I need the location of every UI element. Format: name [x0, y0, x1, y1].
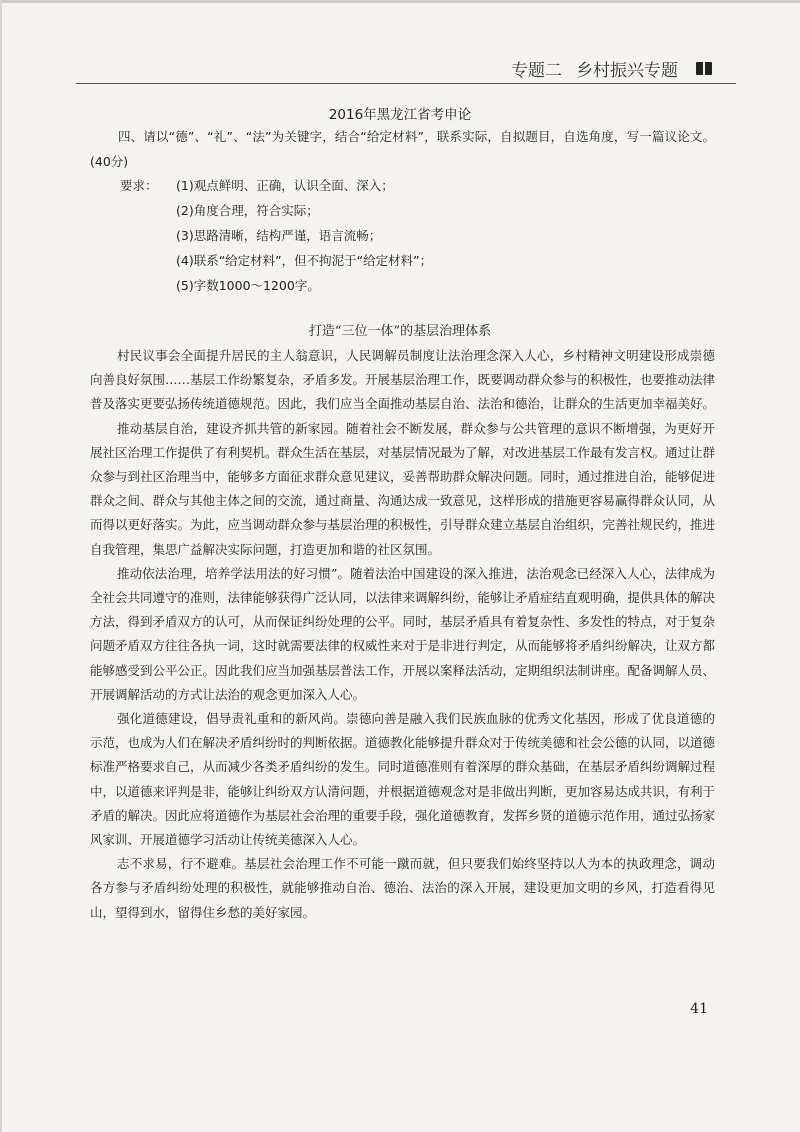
section-label: 专题二 — [511, 61, 562, 81]
essay-paragraph: 村民议事会全面提升居民的主人翁意识，人民调解员制度让法治理念深入人心，乡村精神文明建设形成崇德向善良好氛围……基层工作纷繁复杂，矛盾多发。开展基层治理工作，既要调动群众参与的积极性，也要推动法律普及落实更要弘扬传统道德规范。因此，我们应当全面推动基层自治、法治和德治，让群众的生活更加幸福美好。 — [90, 348, 716, 412]
requirement-item: (3)思路清晰，结构严谨，语言流畅； — [176, 228, 382, 243]
header-rule — [76, 83, 736, 84]
page-edge — [0, 0, 800, 3]
page-edge-left — [0, 0, 2, 1132]
essay-title: 打造“三位一体”的基层治理体系 — [308, 324, 492, 339]
essay-paragraph: 推动基层自治，建设齐抓共管的新家园。随着社会不断发展，群众参与公共管理的意识不断增强，为更好开展社区治理工作提供了有利契机。群众生活在基层，对基层情况最为了解，对改进基层工作最有发言权。通过让群众参与到社区治理当中，能够多方面征求群众意见建议，妥善帮助群众解决问题。同时，通过推进自治，能够促进群众之间、群众与其他主体之间的交流，通过商量、沟通达成一致意见，这样形成的措施更容易赢得群众认同，从而得以更好落实。为此，应当调动群众参与基层治理的积极性，引导群众建立基层自治组织，完善社规民约，推进自我管理，集思广益解决实际问题，打造更加和谐的社区氛围。 — [90, 420, 716, 557]
question-prompt: 四、请以“德”、“礼”、“法”为关键字，结合“给定材料”，联系实际，自拟题目，自选角度，写一篇议论文。(40分) — [90, 129, 715, 169]
requirement-item: (5)字数1000～1200字。 — [176, 278, 320, 293]
essay-body — [90, 344, 715, 925]
topic-label: 乡村振兴专题 — [576, 61, 678, 81]
requirement-item: (4)联系“给定材料”，但不拘泥于“给定材料”； — [176, 253, 433, 268]
requirement-item: (1)观点鲜明、正确，认识全面、深入； — [176, 178, 394, 193]
book-icon — [696, 62, 712, 76]
essay-paragraph: 推动依法治理，培养学法用法的好习惯”。随着法治中国建设的深入推进，法治观念已经深入人心，法律成为全社会共同遵守的准则，法律能够获得广泛认同，以法律来调解纠纷，能够让矛盾症结直观明确，提供具体的解决方法，得到矛盾双方的认可，从而保证纠纷处理的公平。同时，基层矛盾具有着复杂性、多发性的特点，对于复杂问题矛盾双方往往各执一词，这时就需要法律的权威性来对于是非进行判定，从而能够将矛盾纠纷解决，让双方都能够感受到公平公正。因此我们应当加强基层普法工作，开展以案释法活动，定期组织法制讲座。配备调解人员、开展调解活动的方式让法治的观念更加深入人心。 — [90, 565, 716, 702]
running-header — [511, 56, 712, 81]
requirement-item: (2)角度合理，符合实际； — [176, 203, 319, 218]
essay-paragraph: 志不求易，行不避难。基层社会治理工作不可能一蹴而就，但只要我们始终坚持以人为本的执政理念，调动各方参与矛盾纠纷处理的积极性，就能够推动自治、德治、法治的深入开展，建设更加文明的乡风，打造看得见山，望得到水，留得住乡愁的美好家园。 — [90, 856, 715, 920]
question-title: 2016年黑龙江省考申论 — [328, 107, 472, 123]
essay-paragraph: 强化道德建设，倡导责礼重和的新风尚。崇德向善是融入我们民族血脉的优秀文化基因，形成了优良道德的示范，也成为人们在解决矛盾纠纷时的判断依据。道德教化能够提升群众对于传统美德和社会公德的认同，以道德标准严格要求自己，从而减少各类矛盾纠纷的发生。同时道德准则有着深厚的群众基础，在基层矛盾纠纷调解过程中，以道德来评判是非，能够让纠纷双方认清问题，并根据道德观念对是非做出判断，更加容易达成共识，有利于矛盾的解决。因此应将道德作为基层社会治理的重要手段，强化道德教育，发挥乡贤的道德示范作用，通过弘扬家风家训、开展道德学习活动让传统美德深入人心。 — [90, 711, 716, 848]
page-number: 41 — [690, 1001, 708, 1017]
requirements-label: 要求： — [120, 178, 158, 193]
